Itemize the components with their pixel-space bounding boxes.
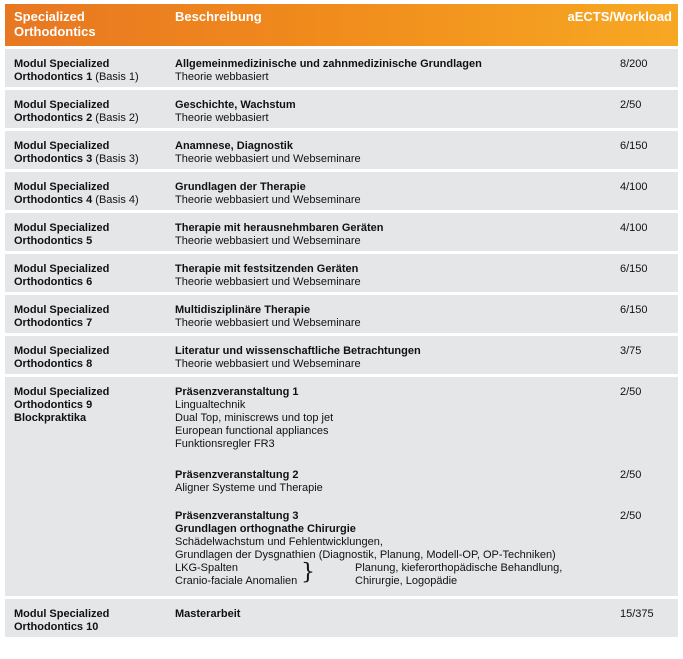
module-name: Modul Specialized Orthodontics 9 Blockpraktika: [14, 386, 110, 424]
workload: 6/150: [620, 304, 648, 316]
module-sub: Theorie webbasiert und Webseminare: [175, 235, 361, 247]
praesenz-1: Präsenzveranstaltung 1 Lingualtechnik Dual Top, miniscrews und top jet European functional appliances Funktionsregler FR3: [175, 386, 334, 450]
module-sub: Theorie webbasiert: [175, 71, 269, 83]
module-name: Modul Specialized Orthodontics 2 (Basis 2): [14, 99, 139, 124]
workload-p2: 2/50: [620, 469, 642, 481]
module-name: Modul Specialized Orthodontics 5: [14, 222, 110, 247]
module-description: [175, 140, 595, 166]
module-sub: Theorie webbasiert: [175, 112, 269, 124]
workload: 6/150: [620, 140, 648, 152]
praesenz-3: Präsenzveranstaltung 3 Grundlagen orthognathe Chirurgie Schädelwachstum und Fehlentwicklungen, Grundlagen der Dysgnathien (Diagnostik, Planung, Modell-OP, OP-Techniken) LKG-Spalten Cranio-faciale Anomalien } Planung, kieferorthopädische Behandlung, Chirurgie, Logopädie: [175, 510, 595, 588]
module-title: Geschichte, Wachstum: [175, 99, 296, 111]
workload: 4/100: [620, 181, 648, 193]
module-sub: Theorie webbasiert und Webseminare: [175, 153, 361, 165]
module-description: [175, 263, 595, 289]
module-name: Modul Specialized Orthodontics 3 (Basis 3): [14, 140, 139, 165]
workload: 8/200: [620, 58, 648, 70]
workload: 3/75: [620, 345, 642, 357]
workload-p1: 2/50: [620, 386, 642, 398]
table-row: [5, 210, 678, 251]
praesenz-2: Präsenzveranstaltung 2 Aligner Systeme und Therapie: [175, 469, 323, 494]
module-title: Grundlagen der Therapie: [175, 181, 306, 193]
module-sub: Theorie webbasiert und Webseminare: [175, 358, 361, 370]
module-sub: Theorie webbasiert und Webseminare: [175, 317, 361, 329]
header-workload: aECTS/Workload: [567, 9, 672, 24]
module-description: [175, 304, 595, 330]
curriculum-table: [5, 4, 678, 637]
workload: 6/150: [620, 263, 648, 275]
brace-group: LKG-Spalten Cranio-faciale Anomalien } Planung, kieferorthopädische Behandlung, Chirurgie, Logopädie: [175, 560, 563, 587]
module-title: Multidisziplinäre Therapie: [175, 304, 311, 316]
table-row-module-10: [5, 596, 678, 637]
module-description: [175, 222, 595, 248]
module-title: Therapie mit festsitzenden Geräten: [175, 263, 359, 275]
module-title: Literatur und wissenschaftliche Betrachtungen: [175, 345, 421, 357]
module-name: Modul Specialized Orthodontics 6: [14, 263, 110, 288]
table-row: [5, 292, 678, 333]
table-row-module-9: [5, 374, 678, 596]
module-sub: Theorie webbasiert und Webseminare: [175, 194, 361, 206]
module-title: Anamnese, Diagnostik: [175, 140, 293, 152]
workload-p3: 2/50: [620, 510, 642, 522]
module-description: [175, 181, 595, 207]
module-sub: Theorie webbasiert und Webseminare: [175, 276, 361, 288]
brace-icon: }: [301, 560, 315, 585]
header-module: Specialized Orthodontics: [14, 9, 96, 39]
workload: 15/375: [620, 608, 654, 620]
table-row: [5, 333, 678, 374]
module-name: Modul Specialized Orthodontics 10: [14, 608, 110, 633]
workload: 4/100: [620, 222, 648, 234]
table-row: [5, 128, 678, 169]
module-name: Modul Specialized Orthodontics 4 (Basis 4): [14, 181, 139, 206]
module-title: Allgemeinmedizinische und zahnmedizinische Grundlagen: [175, 58, 482, 70]
table-row: [5, 87, 678, 128]
module-description: Masterarbeit: [175, 608, 241, 620]
module-name: Modul Specialized Orthodontics 1 (Basis 1): [14, 58, 139, 83]
module-title: Therapie mit herausnehmbaren Geräten: [175, 222, 384, 234]
module-name: Modul Specialized Orthodontics 8: [14, 345, 110, 370]
module-description: [175, 345, 595, 371]
module-description: [175, 58, 595, 84]
module-description: [175, 99, 595, 125]
module-name: Modul Specialized Orthodontics 7: [14, 304, 110, 329]
header-description: Beschreibung: [175, 9, 262, 24]
table-row: [5, 169, 678, 210]
table-row: [5, 251, 678, 292]
workload: 2/50: [620, 99, 642, 111]
table-row: [5, 46, 678, 87]
table-header: [5, 4, 678, 46]
